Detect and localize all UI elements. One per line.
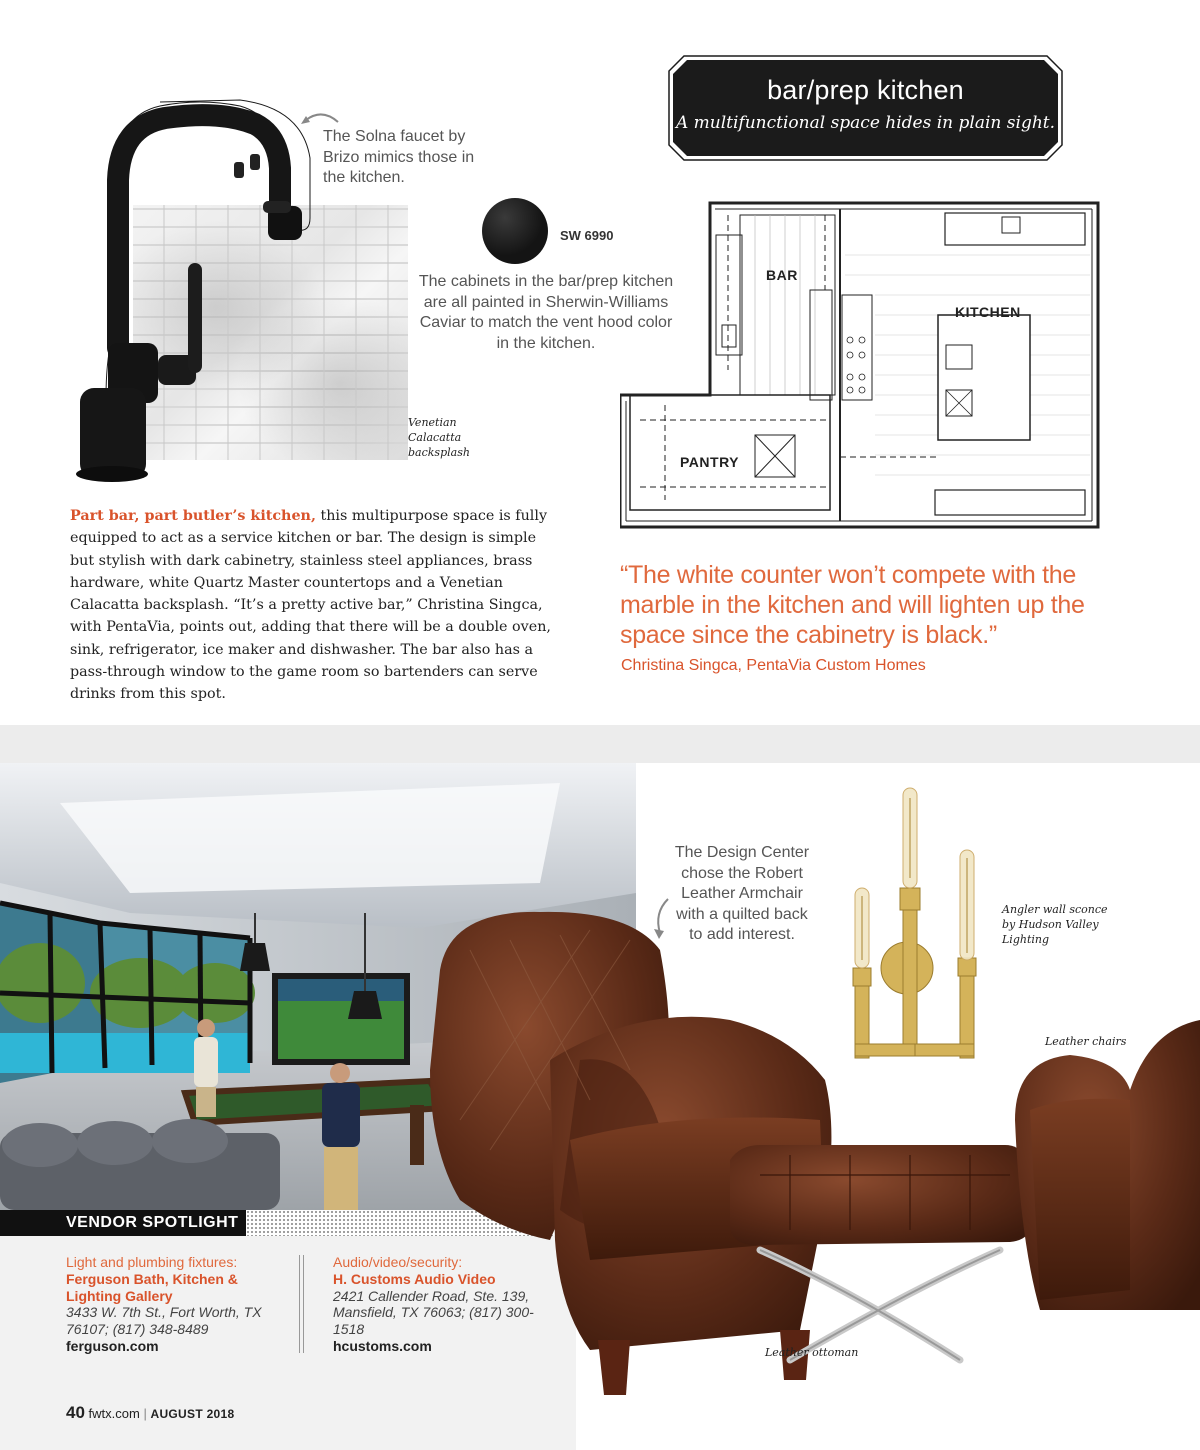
footer-separator: | [143, 1406, 147, 1421]
backsplash-caption: Venetian Calacatta backsplash [408, 416, 470, 459]
vendor-website[interactable]: ferguson.com [66, 1337, 159, 1354]
faucet-image [70, 98, 330, 483]
vendor-name: H. Customs Audio Video [333, 1270, 496, 1287]
vendor-category: Audio/video/security: [333, 1254, 463, 1270]
leather-furniture-image [430, 910, 1200, 1450]
pull-quote: “The white counter won’t compete with the marble in the kitchen and will lighten up the space since the cabinetry is black.” [620, 561, 1085, 649]
vendor-address: 2421 Callender Road, Ste. 139, Mansfield, TX 76063; (817) 300-1518 [333, 1287, 534, 1338]
floor-plan [620, 195, 1100, 530]
sconce-caption: Angler wall sconce by Hudson Valley Lighting [1002, 903, 1108, 946]
vendor-heading: VENDOR SPOTLIGHT [0, 1210, 246, 1236]
plan-label-pantry: PANTRY [680, 454, 739, 470]
vendor-address: 3433 W. 7th St., Fort Worth, TX 76107; (817) 348-8489 [66, 1304, 262, 1338]
vendor-website[interactable]: hcustoms.com [333, 1337, 432, 1354]
faucet-caption: The Solna faucet by Brizo mimics those in the kitchen. [323, 128, 475, 186]
cabinet-caption: The cabinets in the bar/prep kitchen are all painted in Sherwin-Williams Caviar to match the vent hood color in the kitchen. [418, 273, 674, 352]
vendor-item [66, 1254, 281, 1355]
plan-label-kitchen: KITCHEN [955, 304, 1021, 320]
curved-arrow-icon [650, 895, 674, 939]
article-text: this multipurpose space is fully equipped to act as a service kitchen or bar. The design is simple but stylish with dark cabinetry, stainless steel appliances, brass hardware, white Quartz Master countertops and a Venetian Calacatta backsplash. “It’s a pretty active bar,” Christina Singca, with PentaVia, points out, adding that there will be a double oven, sink, refrigerator, ice maker and dishwasher. The bar also has a pass-through window to the game room so bartenders can serve drinks from this spot. [70, 508, 551, 703]
section-title: bar/prep kitchen [767, 75, 964, 105]
vendor-separator [299, 1255, 304, 1353]
wall-sconce-image [845, 778, 995, 1078]
footer-issue: AUGUST 2018 [150, 1407, 235, 1421]
section-title-plaque [668, 55, 1063, 161]
quote-attribution: Christina Singca, PentaVia Custom Homes [621, 657, 926, 674]
article-body [70, 505, 560, 706]
section-divider-band [0, 725, 1200, 763]
page-footer [66, 1403, 234, 1423]
plan-label-bar: BAR [766, 267, 798, 283]
paint-code: SW 6990 [560, 228, 614, 243]
footer-site: fwtx.com [88, 1406, 140, 1421]
vendor-category: Light and plumbing fixtures: [66, 1254, 238, 1270]
ottoman-caption: Leather ottoman [765, 1346, 859, 1359]
chairs-caption: Leather chairs [1045, 1035, 1127, 1048]
section-subtitle: A multifunctional space hides in plain sight. [675, 113, 1056, 133]
armchair-caption: The Design Center chose the Robert Leather Armchair with a quilted back to add interest. [674, 844, 810, 943]
page-number: 40 [66, 1403, 85, 1422]
article-lead: Part bar, part butler’s kitchen, [70, 508, 316, 524]
vendor-name: Ferguson Bath, Kitchen & Lighting Gallery [66, 1270, 238, 1304]
paint-swatch [482, 198, 548, 264]
